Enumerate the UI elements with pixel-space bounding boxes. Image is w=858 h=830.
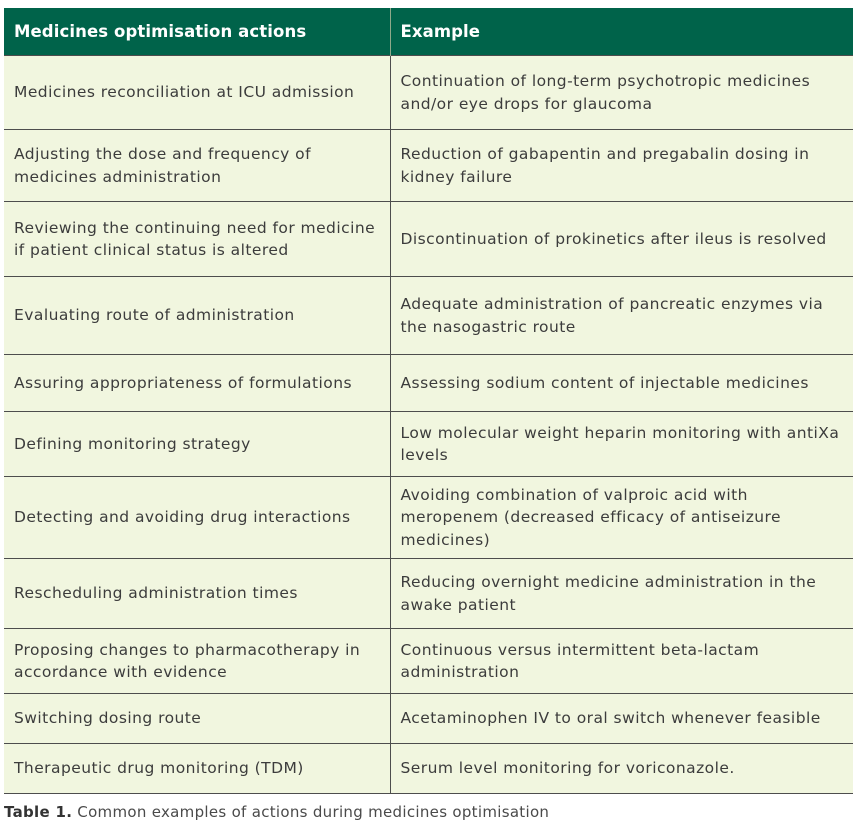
table-row (4, 412, 853, 477)
table-row (4, 277, 853, 355)
example-cell: Avoiding combination of valproic acid with meropenem (decreased efficacy of antiseizure medicines) (390, 477, 853, 559)
action-cell: Rescheduling administration times (4, 559, 390, 629)
action-cell: Defining monitoring strategy (4, 412, 390, 477)
action-cell: Therapeutic drug monitoring (TDM) (4, 744, 390, 794)
example-cell: Continuous versus intermittent beta-lactam administration (390, 629, 853, 694)
action-cell: Assuring appropriateness of formulations (4, 355, 390, 412)
table-body (4, 56, 853, 794)
optimisation-table (4, 8, 853, 794)
table-row (4, 744, 853, 794)
example-cell: Reducing overnight medicine administration in the awake patient (390, 559, 853, 629)
table-header (4, 8, 853, 56)
table-row (4, 477, 853, 559)
caption-label: Table 1. (4, 803, 73, 821)
header-row (4, 8, 853, 56)
action-cell: Evaluating route of administration (4, 277, 390, 355)
example-cell: Serum level monitoring for voriconazole. (390, 744, 853, 794)
table-row (4, 202, 853, 277)
action-cell: Switching dosing route (4, 694, 390, 744)
example-cell: Adequate administration of pancreatic enzymes via the nasogastric route (390, 277, 853, 355)
action-cell: Medicines reconciliation at ICU admission (4, 56, 390, 130)
example-cell: Low molecular weight heparin monitoring with antiXa levels (390, 412, 853, 477)
optimisation-table-container (4, 8, 853, 794)
table-row (4, 130, 853, 202)
example-cell: Acetaminophen IV to oral switch whenever feasible (390, 694, 853, 744)
action-cell: Proposing changes to pharmacotherapy in accordance with evidence (4, 629, 390, 694)
example-cell: Reduction of gabapentin and pregabalin dosing in kidney failure (390, 130, 853, 202)
header-actions: Medicines optimisation actions (4, 8, 390, 56)
caption-text: Common examples of actions during medicines optimisation (72, 803, 550, 821)
action-cell: Detecting and avoiding drug interactions (4, 477, 390, 559)
table-row (4, 355, 853, 412)
table-row (4, 559, 853, 629)
example-cell: Continuation of long-term psychotropic medicines and/or eye drops for glaucoma (390, 56, 853, 130)
table-row (4, 694, 853, 744)
table-row (4, 629, 853, 694)
example-cell: Assessing sodium content of injectable medicines (390, 355, 853, 412)
table-row (4, 56, 853, 130)
table-caption (4, 803, 549, 821)
action-cell: Adjusting the dose and frequency of medicines administration (4, 130, 390, 202)
action-cell: Reviewing the continuing need for medicine if patient clinical status is altered (4, 202, 390, 277)
example-cell: Discontinuation of prokinetics after ileus is resolved (390, 202, 853, 277)
header-example: Example (390, 8, 853, 56)
